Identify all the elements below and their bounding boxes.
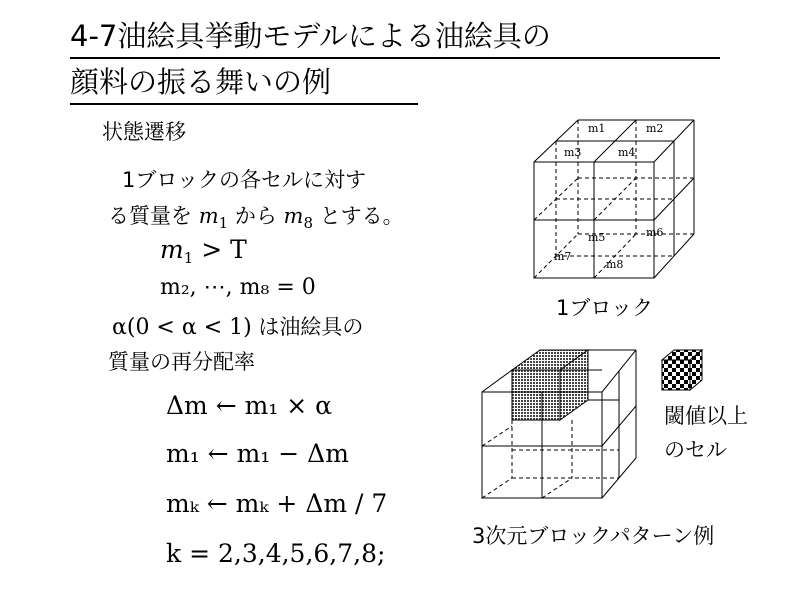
equation-1: Δm ← m₁ × α <box>166 391 333 420</box>
description-post: とする。 <box>319 204 404 228</box>
alpha-condition: α(0 < α < 1) <box>112 315 252 340</box>
cell-label-m4: m4 <box>618 146 636 159</box>
cell-label-m1: m1 <box>588 122 606 135</box>
title-underline-1 <box>70 57 720 59</box>
legend-line1: 閾値以上 <box>664 404 748 428</box>
block-cube-diagram <box>520 108 700 283</box>
description-line1: 1ブロックの各セルに対す <box>122 168 366 192</box>
alpha-line <box>112 312 363 344</box>
alpha-text: は油絵具の <box>258 315 364 339</box>
block-caption: 1ブロック <box>556 296 653 320</box>
condition-1: $m_1 > T$ <box>160 235 247 267</box>
legend-line2: のセル <box>664 438 727 462</box>
threshold-cell-swatch <box>660 348 706 394</box>
description-pre: る質量を <box>108 204 192 228</box>
alpha-line2: 質量の再分配率 <box>108 350 255 374</box>
description-from: から <box>234 204 277 228</box>
equation-3: mₖ ← mₖ + Δm / 7 <box>166 489 388 518</box>
condition-2: m₂, ⋯, m₈ = 0 <box>160 275 316 300</box>
m8-symbol: $m_8$ <box>283 204 313 232</box>
slide-title-line2: 顔料の振る舞いの例 <box>70 65 332 99</box>
m1-symbol: $m_1$ <box>198 204 229 232</box>
cell-label-m5: m5 <box>588 231 606 244</box>
equation-2: m₁ ← m₁ − Δm <box>166 439 349 468</box>
cell-label-m7: m7 <box>554 250 572 263</box>
pattern-caption: 3次元ブロックパターン例 <box>472 524 715 548</box>
slide-title-line1: 4-7油絵具挙動モデルによる油絵具の <box>70 19 551 53</box>
cell-label-m8: m8 <box>606 258 624 271</box>
section-heading: 状態遷移 <box>102 120 186 144</box>
cell-label-m6: m6 <box>646 226 664 239</box>
description-line2 <box>108 200 404 239</box>
equation-4: k = 2,3,4,5,6,7,8; <box>166 539 386 568</box>
title-underline-2 <box>70 103 418 105</box>
pattern-cube-diagram <box>476 340 646 502</box>
cell-label-m2: m2 <box>646 122 664 135</box>
cell-label-m3: m3 <box>564 146 582 159</box>
